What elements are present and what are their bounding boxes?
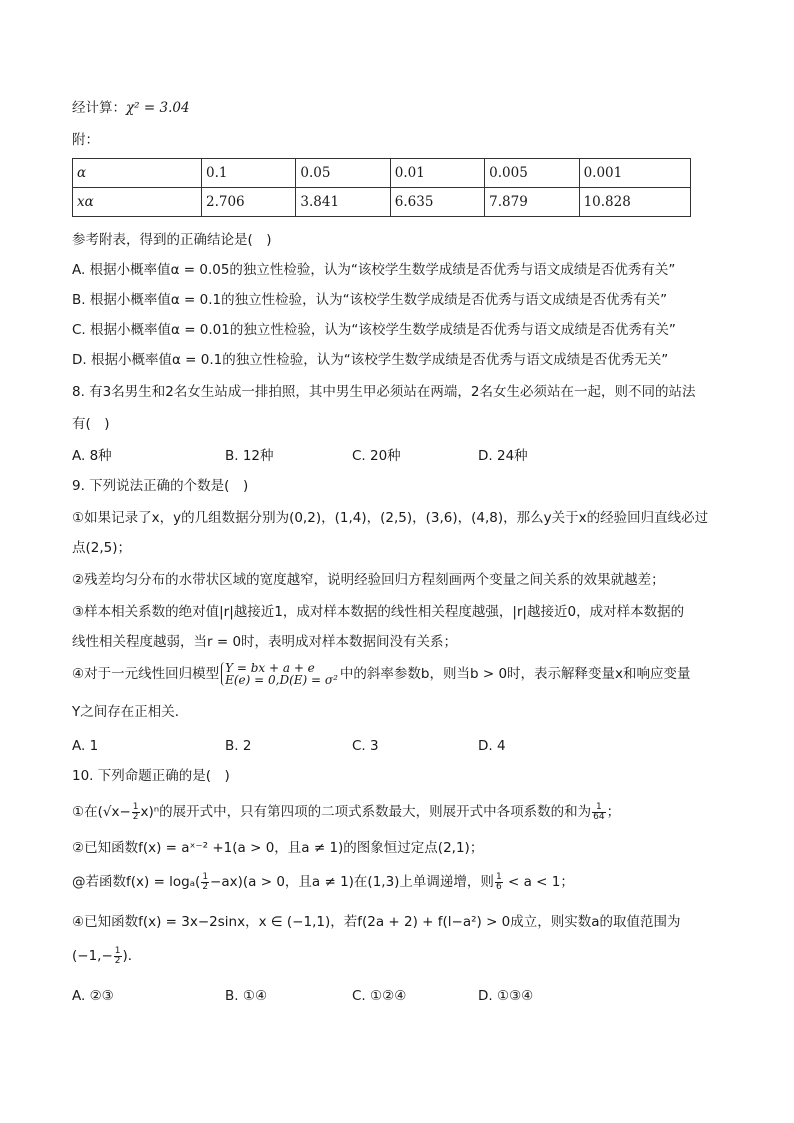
q10-s4-prefix: (−1,− [72, 948, 113, 964]
q8-option-a: A. 8种 [72, 448, 112, 464]
table-cell: 0.1 [202, 159, 296, 188]
q8-stem-line1: 8. 有3名男生和2名女生站成一排拍照，其中男生甲必须站在两端，2名女生必须站在一起，则不同的站法 [72, 384, 696, 400]
table-cell: 0.05 [296, 159, 390, 188]
q9-statement-4-prefix: ④对于一元线性回归模型 [72, 666, 220, 682]
q10-statement-3 [72, 870, 574, 894]
appendix-label: 附： [72, 132, 99, 148]
fraction-denominator: 2 [202, 881, 209, 892]
q10-s3-end: < a < 1； [503, 874, 574, 890]
q9-statement-1-line1: ①如果记录了x，y的几组数据分别为(0,2)，(1,4)，(2,5)，(3,6)，(4,8)，那么y关于x的经验回归直线必过 [72, 510, 709, 526]
q9-option-b: B. 2 [225, 738, 252, 754]
q10-stem: 10. 下列命题正确的是( ) [72, 768, 230, 784]
q9-statement-4-suffix: 中的斜率参数b，则当b > 0时，表示解释变量x和响应变量 [339, 666, 691, 682]
fraction-numerator: 1 [202, 871, 209, 882]
q10-s1-mid: x)ⁿ的展开式中，只有第四项的二项式系数最大，则展开式中各项系数的和为 [140, 804, 592, 820]
q7-option-b: B. 根据小概率值α = 0.1的独立性检验，认为“该校学生数学成绩是否优秀与语文成绩是否优秀有关” [72, 292, 668, 308]
q9-option-c: C. 3 [352, 738, 379, 754]
critical-value-table [72, 158, 691, 217]
table-header-alpha: α [73, 159, 202, 188]
q7-option-d: D. 根据小概率值α = 0.1的独立性检验，认为“该校学生数学成绩是否优秀与语文成绩是否优秀无关” [72, 352, 669, 368]
q10-option-a: A. ②③ [72, 988, 114, 1004]
table-cell: 6.635 [390, 188, 484, 217]
table-cell: 2.706 [202, 188, 296, 217]
table-row-critical [73, 188, 691, 217]
model-equation-top: Y = bx + a + e [225, 661, 315, 675]
fraction-denominator: 2 [132, 811, 139, 822]
chi-square-formula: χ² = 3.04 [126, 100, 190, 116]
table-cell: 3.841 [296, 188, 390, 217]
fraction-denominator: 6 [495, 881, 502, 892]
q10-option-d: D. ①③④ [478, 988, 534, 1004]
q9-statement-4-line1 [72, 660, 691, 688]
table-cell: 0.001 [579, 159, 690, 188]
q9-option-d: D. 4 [478, 738, 506, 754]
q7-option-a: A. 根据小概率值α = 0.05的独立性检验，认为“该校学生数学成绩是否优秀与语文成绩是否优秀有关” [72, 262, 676, 278]
table-row-alpha [73, 159, 691, 188]
table-cell: 7.879 [485, 188, 579, 217]
q10-s3-prefix: @若函数f(x) = logₐ( [72, 874, 201, 890]
fraction-denominator: 2 [114, 955, 121, 966]
q9-statement-1-line2: 点(2,5)； [72, 540, 132, 556]
q10-option-c: C. ①②④ [352, 988, 407, 1004]
fraction-numerator: 1 [495, 871, 502, 882]
q9-statement-3-line1: ③样本相关系数的绝对值|r|越接近1，成对样本数据的线性相关程度越强，|r|越接近0，成对样本数据的 [72, 604, 685, 620]
q9-option-a: A. 1 [72, 738, 99, 754]
regression-model-system [221, 662, 338, 686]
chi-square-prefix: 经计算： [72, 100, 126, 116]
q8-option-c: C. 20种 [352, 448, 401, 464]
table-header-x-alpha: xα [73, 188, 202, 217]
q7-option-c: C. 根据小概率值α = 0.01的独立性检验，认为“该校学生数学成绩是否优秀与语文成绩是否优秀有关” [72, 322, 676, 338]
fraction-half [114, 947, 122, 966]
fraction-numerator: 1 [132, 801, 139, 812]
q8-option-d: D. 24种 [478, 448, 528, 464]
q8-option-b: B. 12种 [225, 448, 274, 464]
q10-s3-mid: −ax)(a > 0，且a ≠ 1)在(1,3)上单调递增，则 [210, 874, 494, 890]
q10-statement-1 [72, 800, 620, 824]
fraction-one-over-64 [592, 803, 605, 822]
q9-statement-4-line2: Y之间存在正相关． [72, 704, 189, 720]
model-equation-bottom: E(e) = 0,D(E) = σ² [225, 673, 338, 687]
fraction-denominator: 64 [593, 811, 605, 822]
q10-s1-end: ； [606, 804, 621, 820]
q10-s4-end: )． [122, 948, 142, 964]
table-cell: 0.005 [485, 159, 579, 188]
q9-statement-2: ②残差均匀分布的水带状区域的宽度越窄，说明经验回归方程刻画两个变量之间关系的效果就越差； [72, 572, 665, 588]
table-cell: 0.01 [390, 159, 484, 188]
q10-statement-4-line1: ④已知函数f(x) = 3x−2sinx，x ∈ (−1,1)，若f(2a + 2) + f(l−a²) > 0成立，则实数a的取值范围为 [72, 914, 681, 930]
q10-statement-4-line2 [72, 944, 141, 968]
fraction-half [201, 873, 209, 892]
q8-stem-line2: 有( ) [72, 416, 110, 432]
table-cell: 10.828 [579, 188, 690, 217]
fraction-half [132, 803, 140, 822]
q10-statement-2: ②已知函数f(x) = aˣ⁻² +1(a > 0，且a ≠ 1)的图象恒过定点(2,1)； [72, 840, 484, 856]
q9-stem: 9. 下列说法正确的个数是( ) [72, 478, 249, 494]
fraction-numerator: 1 [592, 803, 605, 813]
q10-s1-prefix: ①在(√x− [72, 804, 131, 820]
q10-option-b: B. ①④ [225, 988, 268, 1004]
chi-square-result [72, 98, 190, 118]
q7-stem: 参考附表，得到的正确结论是( ) [72, 232, 272, 248]
fraction-one-sixth [495, 873, 503, 892]
fraction-numerator: 1 [114, 945, 121, 956]
q9-statement-3-line2: 线性相关程度越弱，当r = 0时，表明成对样本数据间没有关系； [72, 634, 458, 650]
